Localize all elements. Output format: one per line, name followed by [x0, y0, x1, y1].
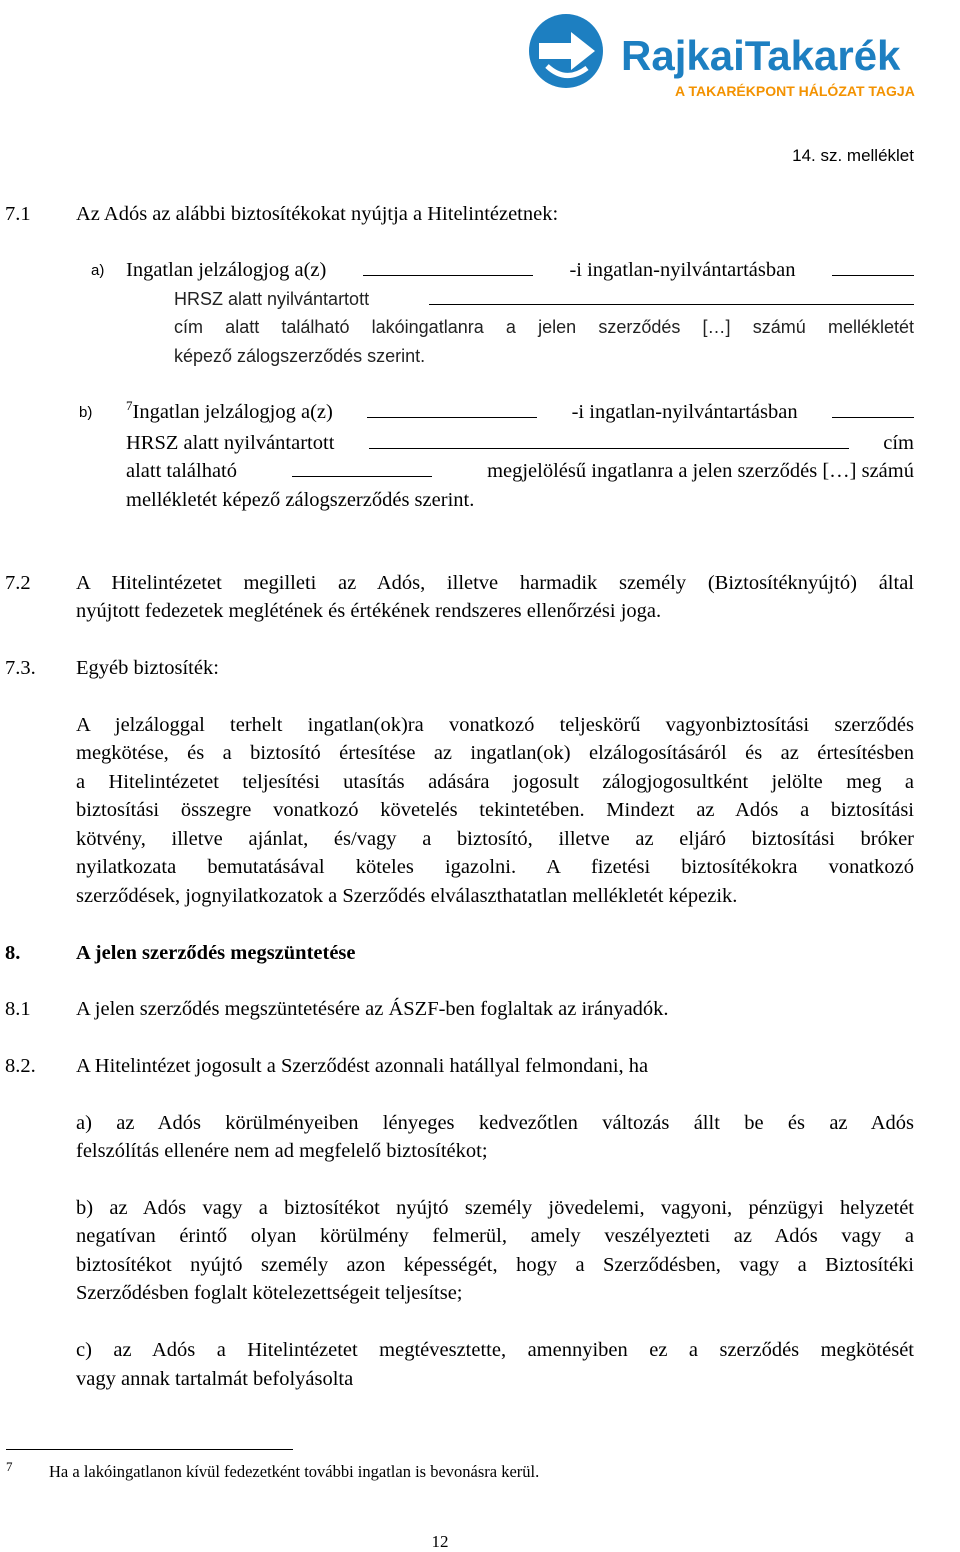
section-7-3-line: nyilatkozata bemutatásával köteles igazolni. A fizetési biztosítékokra vonatkozó — [76, 856, 914, 878]
item-a-letter: a) — [91, 262, 105, 279]
item-b-line1-part2: -i ingatlan-nyilvántartásban — [571, 401, 798, 423]
clause-a-line: a) az Adós körülményeiben lényeges kedvezőtlen változás állt be és az Adós — [76, 1112, 914, 1134]
bank-logo — [525, 10, 957, 100]
item-b-line1-part1: Ingatlan jelzálogjog a(z) — [132, 401, 333, 423]
section-number-7-2: 7.2 — [5, 572, 31, 594]
clause-a-line: felszólítás ellenére nem ad megfelelő biztosítékot; — [76, 1140, 488, 1162]
item-a-block — [126, 256, 914, 370]
section-7-2-line: nyújtott fedezetek meglétének és értékének rendszeres ellenőrzési joga. — [76, 600, 662, 622]
clause-b-line: biztosítékot nyújtó személy azon képességét, hogy a Szerződésben, vagy a Biztosítéki — [76, 1254, 914, 1276]
annex-label: 14. sz. melléklet — [792, 146, 914, 165]
item-b-block — [126, 398, 914, 514]
county-blank-b[interactable] — [367, 399, 537, 418]
registry-blank-a[interactable] — [832, 257, 914, 276]
section-7-3-line: kötvény, illetve ajánlat, és/vagy a biztosító, illetve az eljáró biztosítási bróker — [76, 828, 914, 850]
county-blank-a[interactable] — [363, 257, 533, 276]
section-7-3-line: szerződések, jognyilatkozatok a Szerződés elválaszthatatlan mellékletét képezik. — [76, 885, 738, 907]
item-b-letter: b) — [79, 404, 93, 421]
item-a-line3: cím alatt található lakóingatlanra a jelen szerződés […] számú mellékletét — [174, 317, 914, 337]
item-b-line2-part1: HRSZ alatt nyilvántartott — [126, 431, 335, 454]
rajkai-takarek-logo — [525, 10, 957, 100]
section-8-1-text: A jelen szerződés megszüntetésére az ÁSZF-ben foglaltak az irányadók. — [76, 998, 669, 1020]
logo-tagline: A TAKARÉKPONT HÁLÓZAT TAGJA — [675, 83, 915, 99]
footnote-ref[interactable]: 7 — [126, 398, 133, 413]
item-a-line1-part1: Ingatlan jelzálogjog a(z) — [126, 259, 327, 281]
address-blank-b[interactable] — [292, 458, 432, 477]
clause-b-line: negatívan érintő olyan körülmény felmerül, amely veszélyezteti az Adós vagy a — [76, 1225, 914, 1247]
item-b-line4: mellékletét képező zálogszerződés szerint. — [126, 488, 475, 511]
hrsz-blank-b[interactable] — [369, 430, 849, 449]
section-7-2-line: A Hitelintézetet megilleti az Adós, illetve harmadik személy (Biztosítéknyújtó) által — [76, 572, 914, 594]
section-8-2-intro: A Hitelintézet jogosult a Szerződést azonnali hatállyal felmondani, ha — [76, 1055, 649, 1077]
section-number-8: 8. — [5, 942, 21, 964]
section-number-7-3: 7.3. — [5, 657, 36, 679]
hrsz-blank-a[interactable] — [429, 286, 914, 305]
item-a-line2: HRSZ alatt nyilvántartott — [174, 288, 370, 309]
section-7-1-text: Az Adós az alábbi biztosítékokat nyújtja a Hitelintézetnek: — [76, 203, 559, 225]
footnote-separator — [6, 1449, 293, 1450]
section-7-3-line: biztosítási összegre vonatkozó követelés tekintetében. Mindezt az Adós a biztosítási — [76, 799, 914, 821]
footnote-number: 7 — [6, 1459, 13, 1474]
section-7-3-line: A jelzáloggal terhelt ingatlan(ok)ra vonatkozó teljeskörű vagyonbiztosítási szerződés — [76, 714, 914, 736]
section-8-title: A jelen szerződés megszüntetése — [76, 942, 356, 964]
item-b-line3-part1: alatt található — [126, 460, 237, 482]
item-b-line2-part2: cím — [883, 431, 914, 454]
section-7-3-line: megkötése, és a biztosító értesítése az ingatlan(ok) elzálogosításáról és az értesítésben — [76, 742, 914, 764]
section-number-7-1: 7.1 — [5, 203, 31, 225]
logo-name: RajkaiTakarék — [621, 32, 901, 79]
clause-c-line: c) az Adós a Hitelintézetet megtévesztette, amennyiben ez a szerződés megkötését — [76, 1339, 914, 1361]
clause-b-line: Szerződésben foglalt kötelezettségeit teljesítse; — [76, 1282, 463, 1304]
clause-b-line: b) az Adós vagy a biztosítékot nyújtó személy jövedelemi, vagyoni, pénzügyi helyzetét — [76, 1197, 914, 1219]
clause-c-line: vagy annak tartalmát befolyásolta — [76, 1368, 354, 1390]
footnote-text: Ha a lakóingatlanon kívül fedezetként további ingatlan is bevonásra kerül. — [49, 1462, 540, 1481]
section-number-8-1: 8.1 — [5, 998, 31, 1020]
page-number: 12 — [431, 1532, 449, 1551]
registry-blank-b[interactable] — [832, 399, 914, 418]
item-a-line1-part2: -i ingatlan-nyilvántartásban — [569, 259, 796, 281]
section-7-3-title: Egyéb biztosíték: — [76, 657, 219, 679]
item-a-line4: képező zálogszerződés szerint. — [174, 345, 426, 366]
section-7-3-line: a Hitelintézetet teljesítési utasítás adására jogosult zálogjogosultként jelölte meg a — [76, 771, 914, 793]
item-b-line3-part2: megjelölésű ingatlanra a jelen szerződés […] számú — [487, 460, 914, 482]
section-number-8-2: 8.2. — [5, 1055, 36, 1077]
